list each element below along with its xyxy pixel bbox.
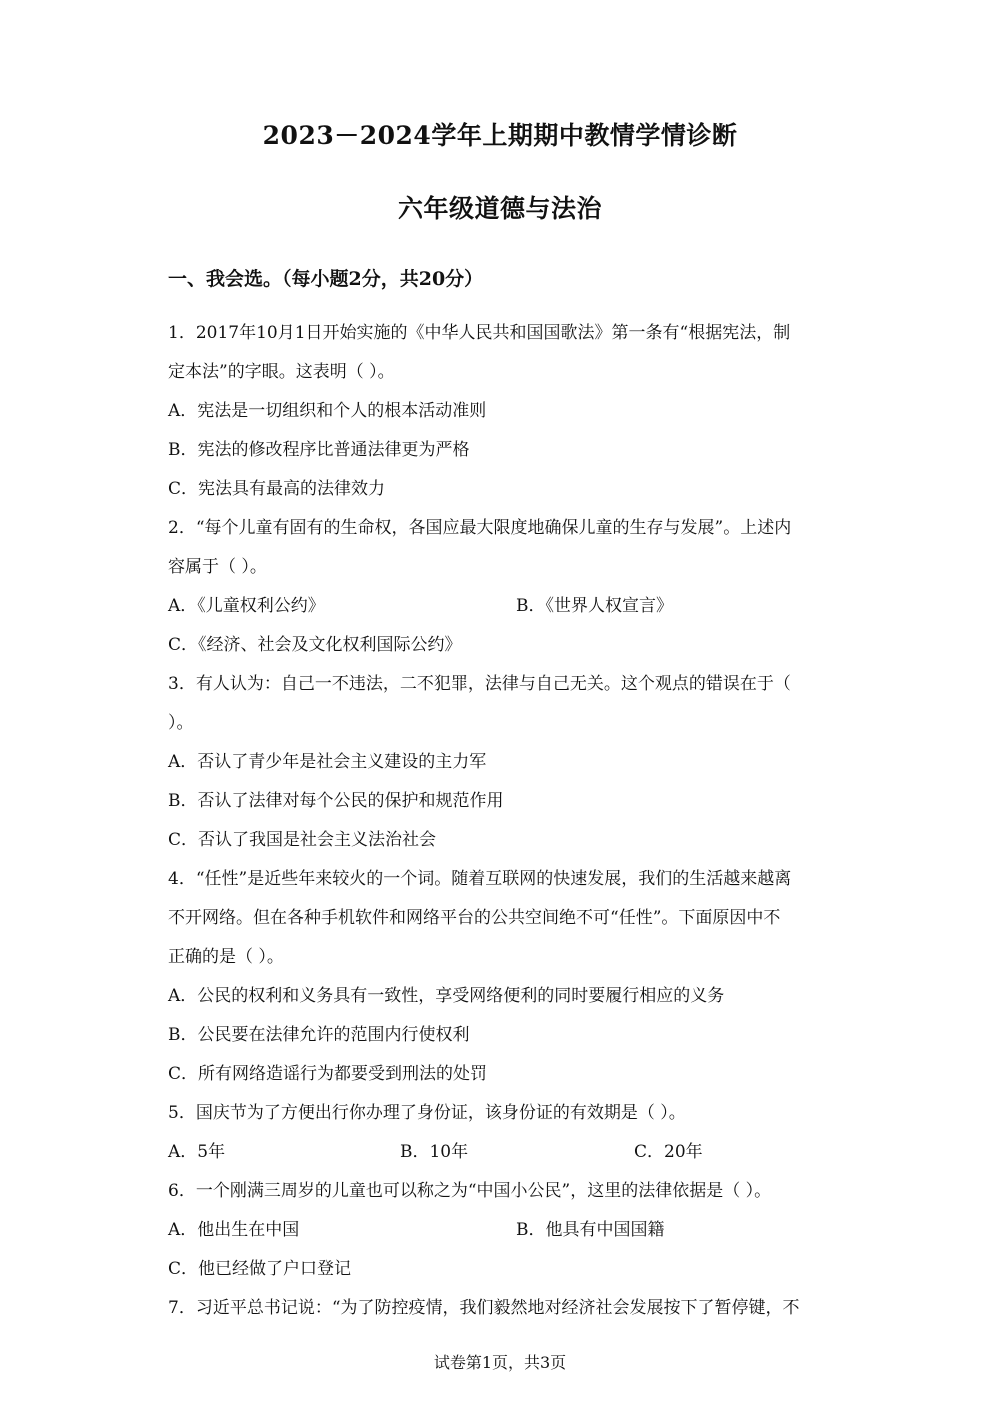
question-4-stem-line-2: 不开网络。但在各种手机软件和网络平台的公共空间绝不可“任性”。下面原因中不 bbox=[168, 908, 781, 928]
question-3-stem-line-1: 3．有人认为：自己一不违法，二不犯罪，法律与自己无关。这个观点的错误在于（ bbox=[168, 674, 791, 694]
question-4-option-a: A．公民的权利和义务具有一致性，享受网络便利的同时要履行相应的义务 bbox=[168, 986, 725, 1006]
question-5-option-b: B．10年 bbox=[400, 1142, 469, 1162]
question-1-option-b: B．宪法的修改程序比普通法律更为严格 bbox=[168, 440, 470, 460]
question-3-stem-line-2: ）。 bbox=[168, 713, 194, 733]
question-4-option-c: C．所有网络造谣行为都要受到刑法的处罚 bbox=[168, 1064, 488, 1084]
question-2-option-b: B．《世界人权宣言》 bbox=[516, 596, 673, 616]
question-5-option-c: C．20年 bbox=[634, 1142, 703, 1162]
question-1-option-a: A．宪法是一切组织和个人的根本活动准则 bbox=[168, 401, 487, 421]
question-2-stem-line-1: 2．“每个儿童有固有的生命权，各国应最大限度地确保儿童的生存与发展”。上述内 bbox=[168, 518, 792, 538]
question-2-option-a: A．《儿童权利公约》 bbox=[168, 596, 325, 616]
question-5-option-a: A．5年 bbox=[168, 1142, 226, 1162]
question-1-stem-line-2: 定本法”的字眼。这表明（ ）。 bbox=[168, 362, 395, 382]
question-4-stem-line-3: 正确的是（ ）。 bbox=[168, 947, 284, 967]
question-6-stem-line-1: 6．一个刚满三周岁的儿童也可以称之为“中国小公民”，这里的法律依据是（ ）。 bbox=[168, 1181, 772, 1201]
question-7-stem-line-1: 7．习近平总书记说：“为了防控疫情，我们毅然地对经济社会发展按下了暂停键，不 bbox=[168, 1298, 800, 1318]
question-3-option-b: B．否认了法律对每个公民的保护和规范作用 bbox=[168, 791, 504, 811]
question-6-option-b: B．他具有中国国籍 bbox=[516, 1220, 665, 1240]
page-footer: 试卷第1页，共3页 bbox=[433, 1353, 567, 1372]
question-4-option-b: B．公民要在法律允许的范围内行使权利 bbox=[168, 1025, 470, 1045]
exam-title: 2023－2024学年上期期中教情学情诊断 bbox=[262, 121, 738, 150]
exam-subtitle: 六年级道德与法治 bbox=[397, 194, 602, 223]
question-3-option-c: C．否认了我国是社会主义法治社会 bbox=[168, 830, 437, 850]
section-heading: 一、我会选。（每小题2分，共20分） bbox=[168, 268, 484, 290]
question-3-option-a: A．否认了青少年是社会主义建设的主力军 bbox=[168, 752, 487, 772]
question-6-option-a: A．他出生在中国 bbox=[168, 1220, 300, 1240]
question-1-stem-line-1: 1．2017年10月1日开始实施的《中华人民共和国国歌法》第一条有“根据宪法，制 bbox=[168, 323, 791, 343]
question-4-stem-line-1: 4．“任性”是近些年来较火的一个词。随着互联网的快速发展，我们的生活越来越离 bbox=[168, 869, 792, 889]
question-5-stem-line-1: 5．国庆节为了方便出行你办理了身份证，该身份证的有效期是（ ）。 bbox=[168, 1103, 686, 1123]
question-2-stem-line-2: 容属于（ ）。 bbox=[168, 557, 267, 577]
question-2-option-c: C．《经济、社会及文化权利国际公约》 bbox=[168, 635, 462, 655]
question-1-option-c: C．宪法具有最高的法律效力 bbox=[168, 479, 386, 499]
question-6-option-c: C．他已经做了户口登记 bbox=[168, 1259, 352, 1279]
